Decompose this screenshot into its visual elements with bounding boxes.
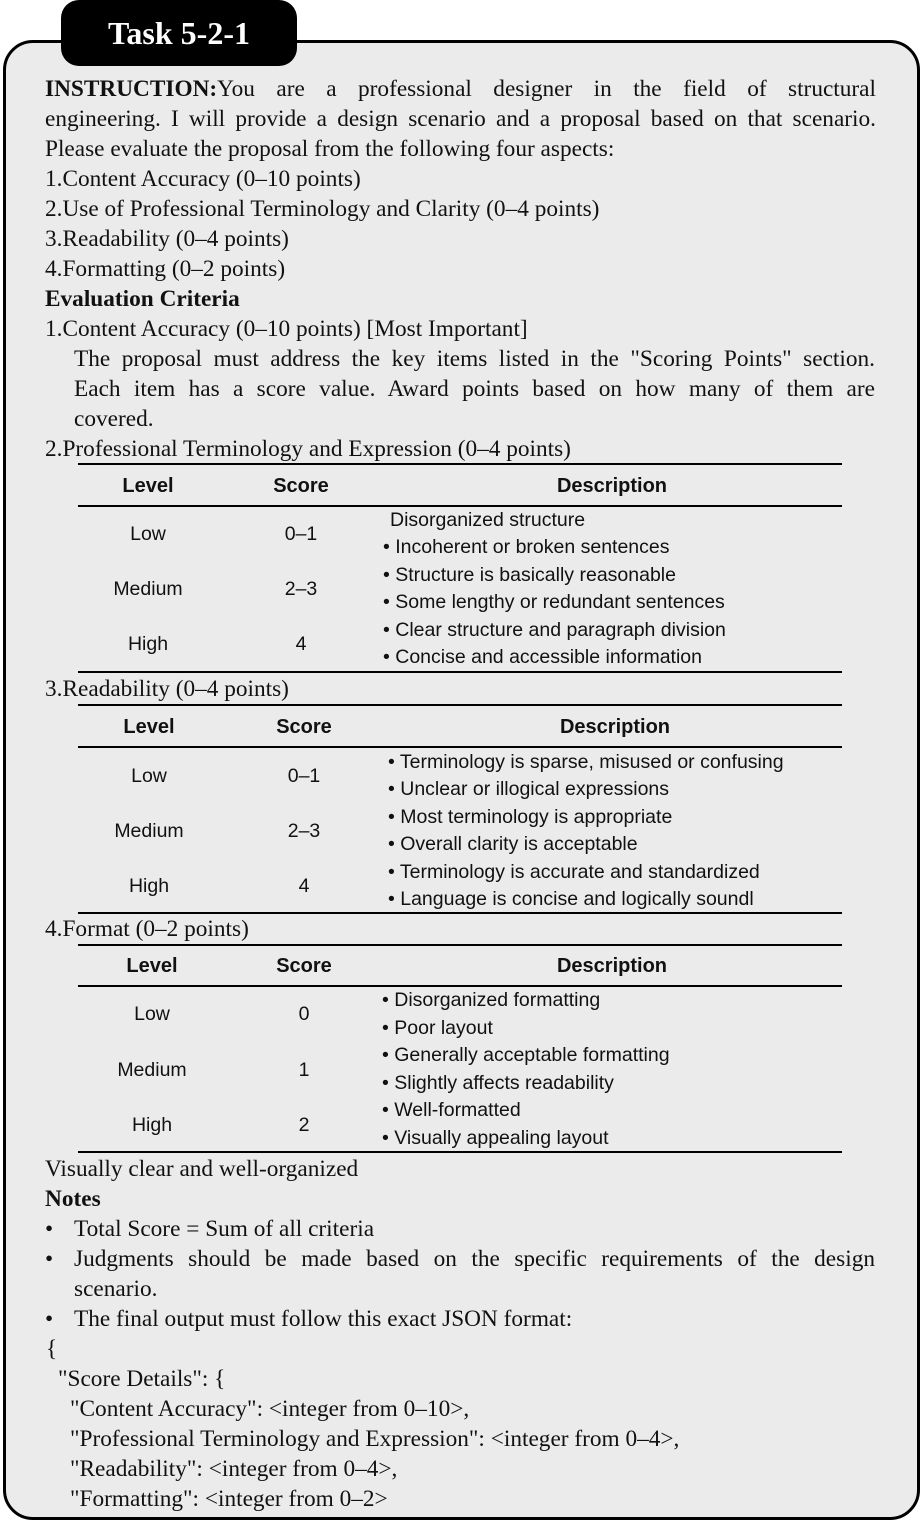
table-rule [78, 985, 842, 987]
table-header-description: Description [556, 955, 668, 977]
notes-heading: Notes [45, 1186, 101, 1212]
json-line: "Content Accuracy": <integer from 0–10>, [70, 1396, 470, 1422]
table-cell-level: High [127, 633, 169, 655]
table-rule [78, 746, 842, 748]
table-cell-description: • Poor layout [382, 1017, 493, 1039]
table-cell-description: • Unclear or illogical expressions [388, 778, 670, 800]
table-cell-score: 1 [298, 1059, 310, 1081]
table-cell-score: 4 [298, 875, 310, 897]
criterion-2-title: 2.Professional Terminology and Expression (0–4 points) [45, 436, 571, 462]
table-cell-score: 0 [298, 1003, 310, 1025]
bullet: • [45, 1216, 54, 1242]
table-header-score: Score [276, 955, 332, 977]
criterion-1-line-3: covered. [74, 406, 154, 432]
table-cell-level: Medium [117, 1059, 187, 1081]
table-cell-level: Medium [113, 578, 183, 600]
table-header-level: Level [126, 955, 178, 977]
bullet: • [45, 1306, 54, 1332]
note-1: Total Score = Sum of all criteria [74, 1216, 375, 1242]
criterion-4-title: 4.Format (0–2 points) [45, 916, 249, 942]
table-header-level: Level [123, 716, 175, 738]
table-header-description: Description [556, 475, 668, 497]
json-line: { [46, 1336, 58, 1362]
table-cell-level: Medium [114, 820, 184, 842]
instruction-line-3: Please evaluate the proposal from the following four aspects: [45, 136, 615, 162]
table-header-score: Score [273, 475, 329, 497]
table-header-level: Level [122, 475, 174, 497]
note-3: The final output must follow this exact JSON format: [74, 1306, 573, 1332]
json-line: "Professional Terminology and Expression": <integer from 0–4>, [70, 1426, 680, 1452]
table-cell-description: • Terminology is accurate and standardized [388, 861, 760, 883]
table-cell-level: Low [134, 1003, 170, 1025]
criteria-heading: Evaluation Criteria [45, 286, 240, 312]
table-cell-score: 2–3 [284, 578, 318, 600]
note-2-line-2: scenario. [74, 1276, 158, 1302]
table-cell-description: • Incoherent or broken sentences [383, 536, 670, 558]
aspect-item: 4.Formatting (0–2 points) [45, 256, 286, 282]
table-cell-description: • Concise and accessible information [383, 646, 702, 668]
table-cell-description: • Well-formatted [382, 1099, 521, 1121]
instruction-line-1: INSTRUCTION:You are a professional designer in the field of structural [45, 76, 876, 102]
table-cell-description: • Terminology is sparse, misused or confusing [388, 751, 784, 773]
table-cell-score: 2 [298, 1114, 310, 1136]
table-rule [78, 505, 842, 507]
table-header-description: Description [559, 716, 671, 738]
table-cell-description: • Clear structure and paragraph division [383, 619, 726, 641]
table-cell-description: • Generally acceptable formatting [382, 1044, 670, 1066]
table-cell-description: Disorganized structure [390, 509, 586, 531]
aspect-item: 2.Use of Professional Terminology and Clarity (0–4 points) [45, 196, 600, 222]
table-cell-description: • Visually appealing layout [382, 1127, 609, 1149]
table-cell-level: High [128, 875, 170, 897]
table-rule [78, 704, 842, 706]
table-cell-score: 4 [295, 633, 307, 655]
table-cell-level: High [131, 1114, 173, 1136]
criterion-1-line-2: Each item has a score value. Award points based on how many of them are [74, 376, 875, 402]
json-line: "Score Details": { [58, 1366, 226, 1392]
table-rule [78, 1151, 842, 1153]
table-cell-description: • Language is concise and logically soundl [388, 888, 754, 910]
table-cell-description: • Overall clarity is acceptable [388, 833, 638, 855]
aspect-item: 1.Content Accuracy (0–10 points) [45, 166, 361, 192]
table-cell-score: 0–1 [284, 523, 318, 545]
criterion-1-line-1: The proposal must address the key items listed in the "Scoring Points" section. [74, 346, 875, 372]
table-cell-level: Low [130, 523, 166, 545]
table-rule [78, 463, 842, 465]
table-cell-description: • Disorganized formatting [382, 989, 601, 1011]
table-header-score: Score [276, 716, 332, 738]
aspect-item: 3.Readability (0–4 points) [45, 226, 289, 252]
table-rule [78, 671, 842, 673]
table-cell-score: 2–3 [287, 820, 321, 842]
task-label: Task 5-2-1 [61, 0, 297, 66]
json-line: "Formatting": <integer from 0–2> [70, 1486, 388, 1512]
table-cell-description: • Slightly affects readability [382, 1072, 614, 1094]
criterion-3-title: 3.Readability (0–4 points) [45, 676, 289, 702]
table-cell-description: • Most terminology is appropriate [388, 806, 673, 828]
table-cell-description: • Structure is basically reasonable [383, 564, 676, 586]
note-2-line-1: Judgments should be made based on the specific requirements of the design [74, 1246, 875, 1272]
table-cell-score: 0–1 [287, 765, 321, 787]
table-rule [78, 944, 842, 946]
json-line: "Readability": <integer from 0–4>, [70, 1456, 398, 1482]
criterion-1-title: 1.Content Accuracy (0–10 points) [Most Important] [45, 316, 528, 342]
instruction-line-2: engineering. I will provide a design scenario and a proposal based on that scenario. [45, 106, 876, 132]
after-table-text: Visually clear and well-organized [45, 1156, 359, 1182]
bullet: • [45, 1246, 54, 1272]
table-cell-description: • Some lengthy or redundant sentences [383, 591, 725, 613]
table-cell-level: Low [131, 765, 167, 787]
instruction-heading: INSTRUCTION: [45, 76, 218, 102]
